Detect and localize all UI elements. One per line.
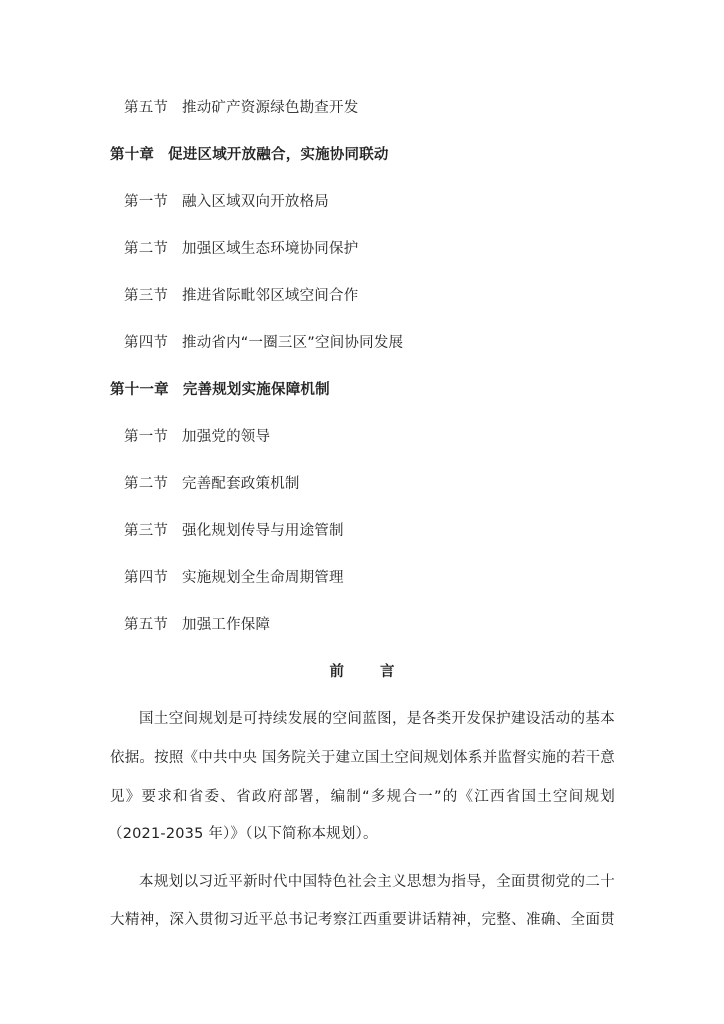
preface-heading-text: 前言	[329, 664, 431, 680]
toc-section-entry	[124, 286, 358, 306]
toc-section-entry	[124, 615, 270, 635]
toc-section-title: 加强区域生态环境协同保护	[182, 241, 359, 257]
preface-paragraph-line: 见》要求和省委、省政府部署，编制“多规合一”的《江西省国土空间规划	[110, 789, 615, 805]
toc-section-title: 推动省内“一圈三区”空间协同发展	[182, 335, 404, 351]
toc-section-entry	[124, 474, 300, 494]
preface-paragraph-line: （2021-2035 年）》（以下简称本规划）。	[108, 826, 378, 842]
toc-chapter-title: 完善规划实施保障机制	[182, 382, 330, 398]
toc-section-number: 第四节	[124, 570, 169, 586]
toc-section-title: 加强工作保障	[182, 617, 271, 633]
preface-heading	[0, 662, 724, 682]
toc-section-number: 第二节	[124, 476, 169, 492]
toc-section-title: 完善配套政策机制	[182, 476, 300, 492]
toc-section-entry	[124, 521, 344, 541]
preface-paragraph-line: 依据。按照《中共中央 国务院关于建立国土空间规划体系并监督实施的若干意	[110, 750, 615, 766]
toc-chapter-entry	[110, 380, 330, 400]
preface-paragraph-line: 大精神，深入贯彻习近平总书记考察江西重要讲话精神，完整、准确、全面贯	[110, 912, 615, 928]
toc-section-title: 强化规划传导与用途管制	[182, 523, 344, 539]
toc-section-number: 第一节	[124, 194, 169, 210]
toc-section-entry	[124, 239, 358, 259]
toc-section-number: 第四节	[124, 335, 169, 351]
toc-section-entry	[124, 192, 329, 212]
toc-section-entry	[124, 333, 403, 353]
toc-section-number: 第三节	[124, 523, 169, 539]
toc-chapter-title: 促进区域开放融合，实施协同联动	[168, 147, 389, 163]
toc-section-number: 第五节	[124, 100, 169, 116]
toc-section-entry	[124, 568, 344, 588]
toc-chapter-number: 第十一章	[110, 382, 169, 398]
preface-paragraph-line: 本规划以习近平新时代中国特色社会主义思想为指导，全面贯彻党的二十	[139, 874, 615, 890]
toc-section-entry	[124, 427, 270, 447]
toc-section-number: 第二节	[124, 241, 169, 257]
toc-section-title: 实施规划全生命周期管理	[182, 570, 344, 586]
toc-section-number: 第五节	[124, 617, 169, 633]
toc-chapter-entry	[110, 145, 389, 165]
toc-section-title: 推进省际毗邻区域空间合作	[182, 288, 359, 304]
toc-section-entry	[124, 98, 358, 118]
toc-section-title: 融入区域双向开放格局	[182, 194, 329, 210]
toc-section-number: 第一节	[124, 429, 169, 445]
toc-section-number: 第三节	[124, 288, 169, 304]
toc-section-title: 推动矿产资源绿色勘查开发	[182, 100, 359, 116]
toc-chapter-number: 第十章	[110, 147, 155, 163]
toc-section-title: 加强党的领导	[182, 429, 271, 445]
preface-paragraph-line: 国土空间规划是可持续发展的空间蓝图，是各类开发保护建设活动的基本	[139, 711, 615, 727]
